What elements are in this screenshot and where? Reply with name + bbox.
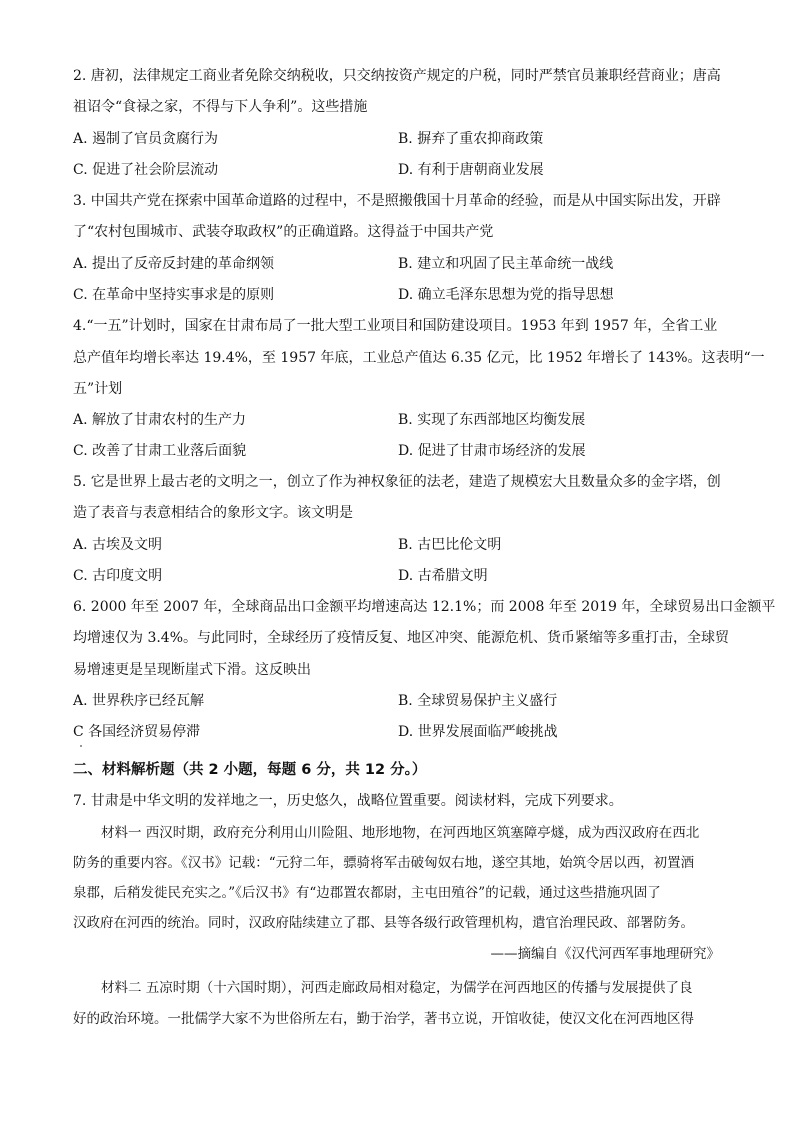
material-1-line-3: 泉郡，后稍发徙民充实之。”《后汉书》有“边郡置农都尉，主屯田殖谷”的记载，通过这些措施巩固了: [73, 885, 661, 901]
question-2-line-2: 祖诏令“食禄之家，不得与下人争利”。这些措施: [73, 99, 368, 115]
material-1-source: ——摘编自《汉代河西军事地理研究》: [490, 946, 720, 962]
question-2-option-b: B. 摒弃了重农抑商政策: [398, 131, 544, 147]
question-4-option-c: C. 改善了甘肃工业落后面貌: [73, 443, 247, 459]
question-4-line-1: 4.“一五”计划时，国家在甘肃布局了一批大型工业项目和国防建设项目。1953 年到 1957 年，全省工业: [73, 318, 718, 334]
section-2-heading: 二、材料解析题（共 2 小题，每题 6 分，共 12 分。）: [73, 762, 427, 778]
question-6-option-c: C 各国经济贸易停滞: [73, 724, 201, 740]
question-6-line-2: 均增速仅为 3.4%。与此同时，全球经历了疫情反复、地区冲突、能源危机、货币紧缩等多重打击，全球贸: [73, 630, 730, 646]
material-1-line-4: 汉政府在河西的统治。同时，汉政府陆续建立了郡、县等各级行政管理机构，遣官治理民政、部署防务。: [73, 915, 694, 931]
question-4-line-3: 五”计划: [73, 381, 123, 397]
question-6-line-1: 6. 2000 年至 2007 年，全球商品出口金额平均增速高达 12.1%；而 2008 年至 2019 年，全球贸易出口金额平: [73, 599, 776, 615]
question-3-option-b: B. 建立和巩固了民主革命统一战线: [398, 256, 614, 272]
question-7-intro: 7. 甘肃是中华文明的发祥地之一，历史悠久，战略位置重要。阅读材料，完成下列要求。: [73, 793, 623, 809]
question-3-option-d: D. 确立毛泽东思想为党的指导思想: [398, 287, 614, 303]
question-6-line-3: 易增速更是呈现断崖式下滑。这反映出: [73, 662, 311, 678]
question-3-line-1: 3. 中国共产党在探索中国革命道路的过程中，不是照搬俄国十月革命的经验，而是从中国实际出发，开辟: [73, 193, 721, 209]
question-2-option-c: C. 促进了社会阶层流动: [73, 162, 219, 178]
question-5-option-a: A. 古埃及文明: [73, 537, 163, 553]
question-5-line-2: 造了表音与表意相结合的象形文字。该文明是: [73, 505, 353, 521]
question-5-option-d: D. 古希腊文明: [398, 568, 488, 584]
question-2-option-d: D. 有利于唐朝商业发展: [398, 162, 544, 178]
material-1-line-1: 材料一 西汉时期，政府充分利用山川险阻、地形地物，在河西地区筑塞障亭燧，成为西汉政府在西北: [101, 825, 700, 841]
question-4-option-b: B. 实现了东西部地区均衡发展: [398, 412, 586, 428]
question-6-option-b: B. 全球贸易保护主义盛行: [398, 693, 558, 709]
question-3-option-a: A. 提出了反帝反封建的革命纲领: [73, 256, 275, 272]
question-3-line-2: 了“农村包围城市、武装夺取政权”的正确道路。这得益于中国共产党: [73, 224, 494, 240]
question-5-option-b: B. 古巴比伦文明: [398, 537, 502, 553]
question-4-option-a: A. 解放了甘肃农村的生产力: [73, 412, 247, 428]
material-1-line-2: 防务的重要内容。《汉书》记载：“元狩二年，骠骑将军击破匈奴右地，遂空其地，始筑令居以西，初置酒: [73, 855, 695, 871]
question-6-option-d: D. 世界发展面临严峻挑战: [398, 724, 558, 740]
question-3-option-c: C. 在革命中坚持实事求是的原则: [73, 287, 275, 303]
stray-dot-mark: [80, 745, 82, 747]
material-2-line-1: 材料二 五凉时期（十六国时期），河西走廊政局相对稳定，为儒学在河西地区的传播与发展提供了良: [101, 980, 693, 996]
question-5-option-c: C. 古印度文明: [73, 568, 163, 584]
question-4-line-2: 总产值年均增长率达 19.4%，至 1957 年底，工业总产值达 6.35 亿元，比 1952 年增长了 143%。这表明“一: [73, 350, 765, 366]
question-2-line-1: 2. 唐初，法律规定工商业者免除交纳税收，只交纳按资产规定的户税，同时严禁官员兼职经营商业；唐高: [73, 68, 721, 84]
material-2-line-2: 好的政治环境。一批儒学大家不为世俗所左右，勤于治学，著书立说，开馆收徒，使汉文化在河西地区得: [73, 1011, 694, 1027]
question-5-line-1: 5. 它是世界上最古老的文明之一，创立了作为神权象征的法老，建造了规模宏大且数量众多的金字塔，创: [73, 474, 721, 490]
question-2-option-a: A. 遏制了官员贪腐行为: [73, 131, 219, 147]
question-6-option-a: A. 世界秩序已经瓦解: [73, 693, 205, 709]
question-4-option-d: D. 促进了甘肃市场经济的发展: [398, 443, 586, 459]
